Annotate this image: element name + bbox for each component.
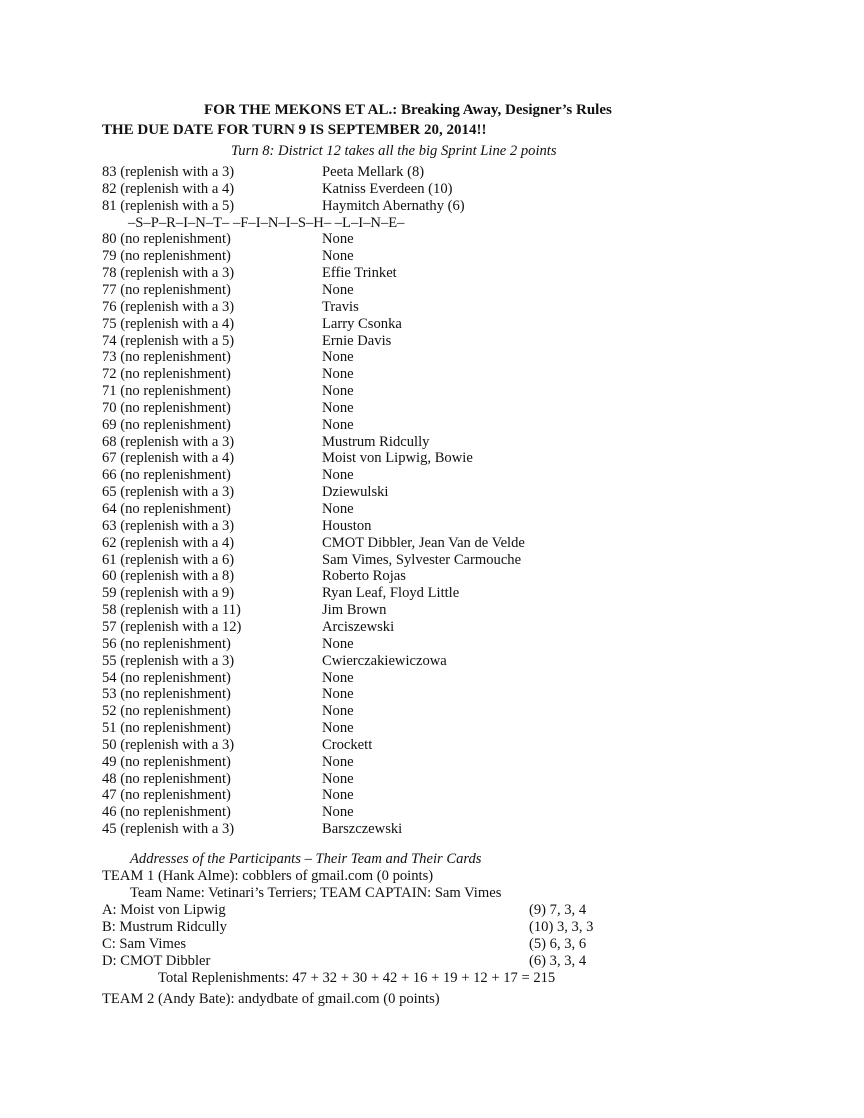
riders-label: Effie Trinket [322,265,397,282]
riders-label: None [322,753,354,770]
member-name: D: CMOT Dibbler [102,953,211,969]
riders-label: Cwierczakiewiczowa [322,652,447,669]
table-row [102,804,562,821]
space-label: 67 (replenish with a 4) [102,450,235,467]
table-row [102,400,562,417]
space-label: 47 (no replenishment) [102,787,231,804]
member-cards: (10) 3, 3, 3 [529,919,594,935]
table-row [102,316,562,333]
riders-label: Moist von Lipwig, Bowie [322,450,473,467]
space-label: 69 (no replenishment) [102,416,231,433]
riders-label: Peeta Mellark (8) [322,164,425,180]
table-row [102,231,562,248]
table-row [102,248,562,265]
riders-label: Larry Csonka [322,315,402,332]
space-label: 76 (replenish with a 3) [102,298,235,315]
table-row [102,771,562,788]
finish-line-divider [102,215,562,232]
space-label: 56 (no replenishment) [102,635,231,652]
table-row [102,787,562,804]
riders-label: None [322,669,354,686]
document-title: FOR THE MEKONS ET AL.: Breaking Away, Designer’s Rules [204,102,612,118]
table-row [102,518,562,535]
riders-label: None [322,366,354,383]
table-row [102,417,562,434]
table-row [102,619,562,636]
space-label: 53 (no replenishment) [102,686,231,703]
team1-name: Team Name: Vetinari’s Terriers; TEAM CAPTAIN: Sam Vimes [130,885,502,901]
table-row [102,568,562,585]
riders-label: Jim Brown [322,602,387,619]
space-label: 74 (replenish with a 5) [102,332,235,349]
team-member [102,902,587,919]
team-member [102,919,594,936]
member-cards: (5) 6, 3, 6 [529,936,587,952]
table-row [102,821,562,838]
space-label: 68 (replenish with a 3) [102,433,235,450]
team1-total: Total Replenishments: 47 + 32 + 30 + 42 + 16 + 19 + 12 + 17 = 215 [158,970,556,986]
table-row [102,383,562,400]
riders-label: Mustrum Ridcully [322,433,430,450]
space-label: 78 (replenish with a 3) [102,265,235,282]
space-label: 62 (replenish with a 4) [102,534,235,551]
table-row [102,366,562,383]
space-label: 75 (replenish with a 4) [102,315,235,332]
table-row [102,552,562,569]
member-cards: (6) 3, 3, 4 [529,953,587,969]
riders-label: Crockett [322,736,373,753]
space-label: 50 (replenish with a 3) [102,736,235,753]
due-date-notice: THE DUE DATE FOR TURN 9 IS SEPTEMBER 20, 2014!! [102,122,487,138]
space-label: 79 (no replenishment) [102,248,231,265]
space-label: 63 (replenish with a 3) [102,517,235,534]
space-label: 80 (no replenishment) [102,231,231,248]
table-row [102,349,562,366]
member-name: B: Mustrum Ridcully [102,919,227,935]
addresses-heading: Addresses of the Participants – Their Team and Their Cards [130,851,482,867]
riders-label: Ernie Davis [322,332,392,349]
table-row [102,653,562,670]
team-member [102,953,587,970]
riders-label: Sam Vimes, Sylvester Carmouche [322,551,522,568]
table-row [102,467,562,484]
riders-label: None [322,399,354,416]
riders-label: Ryan Leaf, Floyd Little [322,585,460,602]
riders-label: None [322,383,354,400]
space-label: 57 (replenish with a 12) [102,618,242,635]
riders-label: None [322,467,354,484]
riders-label: None [322,686,354,703]
table-row [102,535,562,552]
space-label: 81 (replenish with a 5) [102,197,235,214]
space-label: 59 (replenish with a 9) [102,585,235,602]
riders-label: Haymitch Abernathy (6) [322,197,465,214]
table-row [102,670,562,687]
riders-label: None [322,770,354,787]
riders-label: Arciszewski [322,618,395,635]
space-label: 64 (no replenishment) [102,501,231,517]
table-row [102,434,562,451]
space-label: 45 (replenish with a 3) [102,821,235,838]
table-row [102,333,562,350]
table-row [102,282,562,299]
table-row [102,686,562,703]
riders-label: None [322,231,354,248]
space-label: 60 (replenish with a 8) [102,568,235,585]
table-row [102,720,562,737]
space-label: 70 (no replenishment) [102,399,231,416]
turn-summary: Turn 8: District 12 takes all the big Sprint Line 2 points [231,143,557,159]
riders-label: CMOT Dibbler, Jean Van de Velde [322,534,525,551]
space-label: 49 (no replenishment) [102,753,231,770]
riders-label: Roberto Rojas [322,568,406,585]
riders-label: Katniss Everdeen (10) [322,180,453,197]
space-label: 83 (replenish with a 3) [102,164,235,180]
table-row [102,299,562,316]
space-label: 65 (replenish with a 3) [102,484,235,501]
table-row [102,265,562,282]
space-label: 52 (no replenishment) [102,703,231,720]
space-label: 55 (replenish with a 3) [102,652,235,669]
space-label: 71 (no replenishment) [102,383,231,400]
table-row [102,754,562,771]
riders-label: None [322,416,354,433]
space-label: 66 (no replenishment) [102,467,231,484]
team-member [102,936,587,953]
table-row [102,602,562,619]
table-row [102,164,562,181]
space-label: 46 (no replenishment) [102,804,231,821]
table-row [102,501,562,518]
table-row [102,181,562,198]
riders-label: None [322,281,354,298]
member-name: C: Sam Vimes [102,936,186,952]
table-row [102,484,562,501]
space-label: 58 (replenish with a 11) [102,602,241,619]
table-row [102,198,562,215]
riders-label: Houston [322,517,372,534]
riders-label: None [322,787,354,804]
member-cards: (9) 7, 3, 4 [529,902,587,918]
space-label: 48 (no replenishment) [102,770,231,787]
space-label: 82 (replenish with a 4) [102,180,235,197]
riders-label: None [322,703,354,720]
space-label: 54 (no replenishment) [102,669,231,686]
riders-label: None [322,501,354,517]
space-label: 72 (no replenishment) [102,366,231,383]
table-row [102,737,562,754]
riders-label: None [322,248,354,265]
riders-label: Barszczewski [322,821,403,838]
member-name: A: Moist von Lipwig [102,902,226,918]
riders-label: None [322,349,354,366]
space-label: 51 (no replenishment) [102,720,231,737]
riders-label: None [322,804,354,821]
space-label: 61 (replenish with a 6) [102,551,235,568]
riders-label: None [322,720,354,737]
riders-label: Travis [322,298,359,315]
table-row [102,636,562,653]
riders-label: Dziewulski [322,484,389,501]
team1-line: TEAM 1 (Hank Alme): cobblers of gmail.com (0 points) [102,868,434,884]
finish-line-text: –S–P–R–I–N–T– –F–I–N–I–S–H– –L–I–N–E– [128,214,405,231]
team2-line: TEAM 2 (Andy Bate): andydbate of gmail.com (0 points) [102,991,440,1007]
table-row [102,703,562,720]
space-label: 77 (no replenishment) [102,281,231,298]
riders-label: None [322,635,354,652]
table-row [102,450,562,467]
space-label: 73 (no replenishment) [102,349,231,366]
table-row [102,585,562,602]
